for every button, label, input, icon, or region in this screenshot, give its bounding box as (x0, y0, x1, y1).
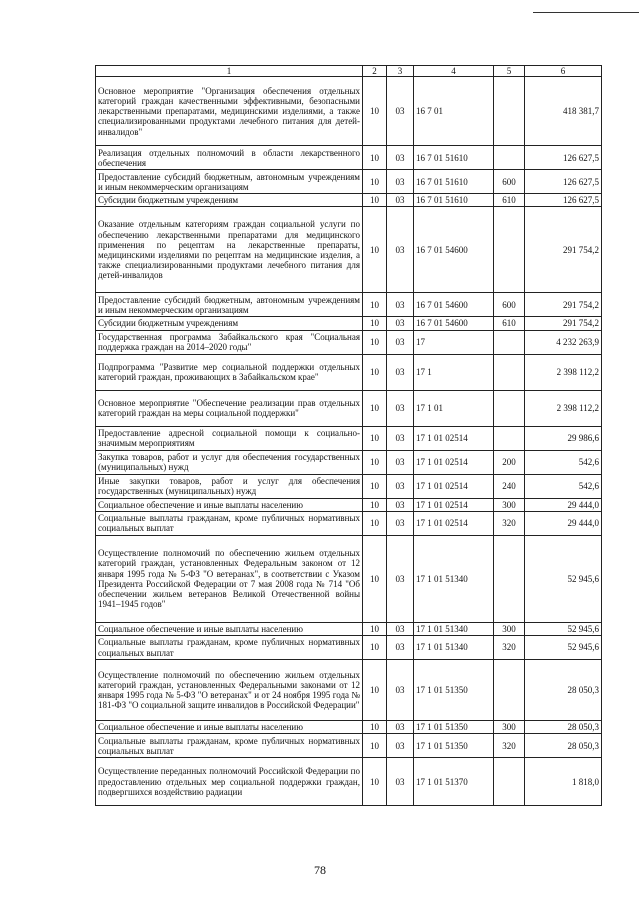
row-section: 10 (363, 194, 387, 207)
row-amount: 29 444,0 (525, 498, 602, 511)
table-row (96, 77, 602, 146)
row-section: 10 (363, 660, 387, 721)
row-expense-type (494, 354, 525, 390)
row-amount: 291 754,2 (525, 293, 602, 317)
table-row (96, 390, 602, 426)
table-row (96, 734, 602, 758)
row-expense-type: 300 (494, 498, 525, 511)
row-target-code: 17 1 01 51350 (414, 721, 494, 734)
row-section: 10 (363, 426, 387, 450)
row-amount: 1 818,0 (525, 758, 602, 806)
row-target-code: 16 7 01 51610 (414, 194, 494, 207)
row-section: 10 (363, 170, 387, 194)
row-target-code: 17 (414, 330, 494, 354)
row-target-code: 17 1 01 02514 (414, 498, 494, 511)
row-subsection: 03 (387, 170, 414, 194)
row-expense-type (494, 390, 525, 426)
row-name: Иные закупки товаров, работ и услуг для обеспечения государственных (муниципальных) нужд (96, 474, 363, 498)
top-rule (533, 12, 639, 13)
col-header-subsection: 3 (387, 66, 414, 77)
row-section: 10 (363, 354, 387, 390)
table-row (96, 293, 602, 317)
row-subsection: 03 (387, 450, 414, 474)
row-name: Социальное обеспечение и иные выплаты населению (96, 622, 363, 635)
row-subsection: 03 (387, 721, 414, 734)
row-section: 10 (363, 77, 387, 146)
row-section: 10 (363, 390, 387, 426)
row-subsection: 03 (387, 330, 414, 354)
row-target-code: 17 1 01 02514 (414, 426, 494, 450)
row-expense-type: 320 (494, 636, 525, 660)
row-section: 10 (363, 498, 387, 511)
row-name: Основное мероприятие "Обеспечение реализации прав отдельных категорий граждан на меры социальной поддержки" (96, 390, 363, 426)
row-expense-type (494, 146, 525, 170)
row-subsection: 03 (387, 194, 414, 207)
row-subsection: 03 (387, 390, 414, 426)
row-subsection: 03 (387, 758, 414, 806)
row-name: Предоставление субсидий бюджетным, автономным учреждениям и иным некоммерческим организациям (96, 293, 363, 317)
row-amount: 28 050,3 (525, 660, 602, 721)
row-section: 10 (363, 450, 387, 474)
row-section: 10 (363, 758, 387, 806)
col-header-section: 2 (363, 66, 387, 77)
row-subsection: 03 (387, 734, 414, 758)
row-name: Предоставление субсидий бюджетным, автономным учреждениям и иным некоммерческим организациям (96, 170, 363, 194)
row-expense-type: 610 (494, 194, 525, 207)
page-number: 78 (314, 863, 326, 877)
table-row (96, 146, 602, 170)
row-target-code: 16 7 01 54600 (414, 317, 494, 330)
table-row (96, 498, 602, 511)
row-amount: 291 754,2 (525, 317, 602, 330)
row-section: 10 (363, 535, 387, 622)
row-target-code: 16 7 01 54600 (414, 293, 494, 317)
table-row (96, 354, 602, 390)
row-subsection: 03 (387, 207, 414, 293)
row-name: Субсидии бюджетным учреждениям (96, 317, 363, 330)
row-section: 10 (363, 721, 387, 734)
row-amount: 2 398 112,2 (525, 390, 602, 426)
row-expense-type: 200 (494, 450, 525, 474)
col-header-expense-type: 5 (494, 66, 525, 77)
row-name: Социальные выплаты гражданам, кроме публичных нормативных социальных выплат (96, 734, 363, 758)
row-section: 10 (363, 317, 387, 330)
table-row (96, 207, 602, 293)
row-name: Социальное обеспечение и иные выплаты населению (96, 498, 363, 511)
row-expense-type (494, 207, 525, 293)
row-subsection: 03 (387, 535, 414, 622)
table-row (96, 535, 602, 622)
row-target-code: 17 1 01 51370 (414, 758, 494, 806)
row-subsection: 03 (387, 474, 414, 498)
row-name: Осуществление полномочий по обеспечению жильем отдельных категорий граждан, установленных Федеральным законом от 12 января 1995 года № 5-ФЗ "О ветеранах", в соответствии с Указом Президента Российской Федерации от 7 мая 2008 года № 714 "Об обеспечении жильем ветеранов Великой Отечественной войны 1941–1945 годов" (96, 535, 363, 622)
row-amount: 4 232 263,9 (525, 330, 602, 354)
row-expense-type (494, 426, 525, 450)
row-name: Социальные выплаты гражданам, кроме публичных нормативных социальных выплат (96, 511, 363, 535)
row-name: Основное мероприятие "Организация обеспечения отдельных категорий граждан качественными эффективными, безопасными лекарственными препаратами, медицинскими изделиями, а также специализированными продуктами лечебного питания для детей-инвалидов" (96, 77, 363, 146)
row-amount: 29 444,0 (525, 511, 602, 535)
row-subsection: 03 (387, 354, 414, 390)
row-section: 10 (363, 474, 387, 498)
table-row (96, 474, 602, 498)
row-section: 10 (363, 734, 387, 758)
row-expense-type (494, 758, 525, 806)
row-name: Осуществление переданных полномочий Российской Федерации по предоставлению отдельных мер социальной поддержки граждан, подвергшихся воздействию радиации (96, 758, 363, 806)
row-target-code: 17 1 (414, 354, 494, 390)
row-expense-type: 320 (494, 511, 525, 535)
row-subsection: 03 (387, 317, 414, 330)
row-target-code: 17 1 01 51340 (414, 636, 494, 660)
table-row (96, 660, 602, 721)
row-name: Социальное обеспечение и иные выплаты населению (96, 721, 363, 734)
row-amount: 126 627,5 (525, 146, 602, 170)
row-expense-type: 600 (494, 293, 525, 317)
row-name: Подпрограмма "Развитие мер социальной поддержки отдельных категорий граждан, проживающих в Забайкальском крае" (96, 354, 363, 390)
row-subsection: 03 (387, 146, 414, 170)
row-subsection: 03 (387, 77, 414, 146)
row-amount: 126 627,5 (525, 194, 602, 207)
row-amount: 2 398 112,2 (525, 354, 602, 390)
row-name: Государственная программа Забайкальского края "Социальная поддержка граждан на 2014–2020 годы" (96, 330, 363, 354)
table-row (96, 511, 602, 535)
row-expense-type (494, 535, 525, 622)
header-row (96, 66, 602, 77)
row-amount: 28 050,3 (525, 734, 602, 758)
row-section: 10 (363, 146, 387, 170)
row-target-code: 17 1 01 51350 (414, 660, 494, 721)
col-header-name: 1 (96, 66, 363, 77)
row-target-code: 16 7 01 51610 (414, 146, 494, 170)
row-section: 10 (363, 207, 387, 293)
row-target-code: 17 1 01 02514 (414, 474, 494, 498)
row-subsection: 03 (387, 636, 414, 660)
table-row (96, 622, 602, 635)
row-target-code: 17 1 01 (414, 390, 494, 426)
row-target-code: 16 7 01 (414, 77, 494, 146)
row-amount: 542,6 (525, 474, 602, 498)
row-amount: 291 754,2 (525, 207, 602, 293)
table-row (96, 194, 602, 207)
row-expense-type (494, 330, 525, 354)
row-target-code: 17 1 01 02514 (414, 511, 494, 535)
budget-table (95, 65, 602, 806)
row-amount: 126 627,5 (525, 170, 602, 194)
row-name: Субсидии бюджетным учреждениям (96, 194, 363, 207)
row-target-code: 16 7 01 51610 (414, 170, 494, 194)
row-section: 10 (363, 636, 387, 660)
row-target-code: 16 7 01 54600 (414, 207, 494, 293)
row-target-code: 17 1 01 51350 (414, 734, 494, 758)
row-name: Осуществление полномочий по обеспечению жильем отдельных категорий граждан, установленных Федеральными законами от 12 января 1995 года № 5-ФЗ "О ветеранах" и от 24 ноября 1995 года № 181-ФЗ "О социальной защите инвалидов в Российской Федерации" (96, 660, 363, 721)
row-section: 10 (363, 511, 387, 535)
row-amount: 52 945,6 (525, 622, 602, 635)
row-section: 10 (363, 293, 387, 317)
table-row (96, 317, 602, 330)
table-row (96, 426, 602, 450)
table-row (96, 450, 602, 474)
row-expense-type (494, 660, 525, 721)
row-expense-type (494, 77, 525, 146)
row-target-code: 17 1 01 51340 (414, 622, 494, 635)
row-subsection: 03 (387, 293, 414, 317)
row-subsection: 03 (387, 511, 414, 535)
row-amount: 542,6 (525, 450, 602, 474)
row-subsection: 03 (387, 498, 414, 511)
row-target-code: 17 1 01 51340 (414, 535, 494, 622)
row-section: 10 (363, 622, 387, 635)
table-row (96, 721, 602, 734)
row-section: 10 (363, 330, 387, 354)
row-expense-type: 300 (494, 721, 525, 734)
row-expense-type: 240 (494, 474, 525, 498)
row-amount: 418 381,7 (525, 77, 602, 146)
row-name: Предоставление адресной социальной помощи к социально-значимым мероприятиям (96, 426, 363, 450)
row-expense-type: 610 (494, 317, 525, 330)
row-subsection: 03 (387, 426, 414, 450)
row-expense-type: 300 (494, 622, 525, 635)
table-row (96, 170, 602, 194)
row-expense-type: 600 (494, 170, 525, 194)
row-name: Реализация отдельных полномочий в области лекарственного обеспечения (96, 146, 363, 170)
row-target-code: 17 1 01 02514 (414, 450, 494, 474)
table-row (96, 636, 602, 660)
row-subsection: 03 (387, 660, 414, 721)
row-amount: 28 050,3 (525, 721, 602, 734)
col-header-target-code: 4 (414, 66, 494, 77)
row-amount: 29 986,6 (525, 426, 602, 450)
row-subsection: 03 (387, 622, 414, 635)
row-amount: 52 945,6 (525, 636, 602, 660)
row-amount: 52 945,6 (525, 535, 602, 622)
row-name: Оказание отдельным категориям граждан социальной услуги по обеспечению лекарственными препаратами для медицинского применения по рецептам на лекарственные препараты, медицинскими изделиями по рецептам на медицинские изделия, а также специализированными продуктами лечебного питания для детей-инвалидов (96, 207, 363, 293)
row-expense-type: 320 (494, 734, 525, 758)
table-row (96, 758, 602, 806)
row-name: Социальные выплаты гражданам, кроме публичных нормативных социальных выплат (96, 636, 363, 660)
table-row (96, 330, 602, 354)
col-header-amount: 6 (525, 66, 602, 77)
row-name: Закупка товаров, работ и услуг для обеспечения государственных (муниципальных) нужд (96, 450, 363, 474)
